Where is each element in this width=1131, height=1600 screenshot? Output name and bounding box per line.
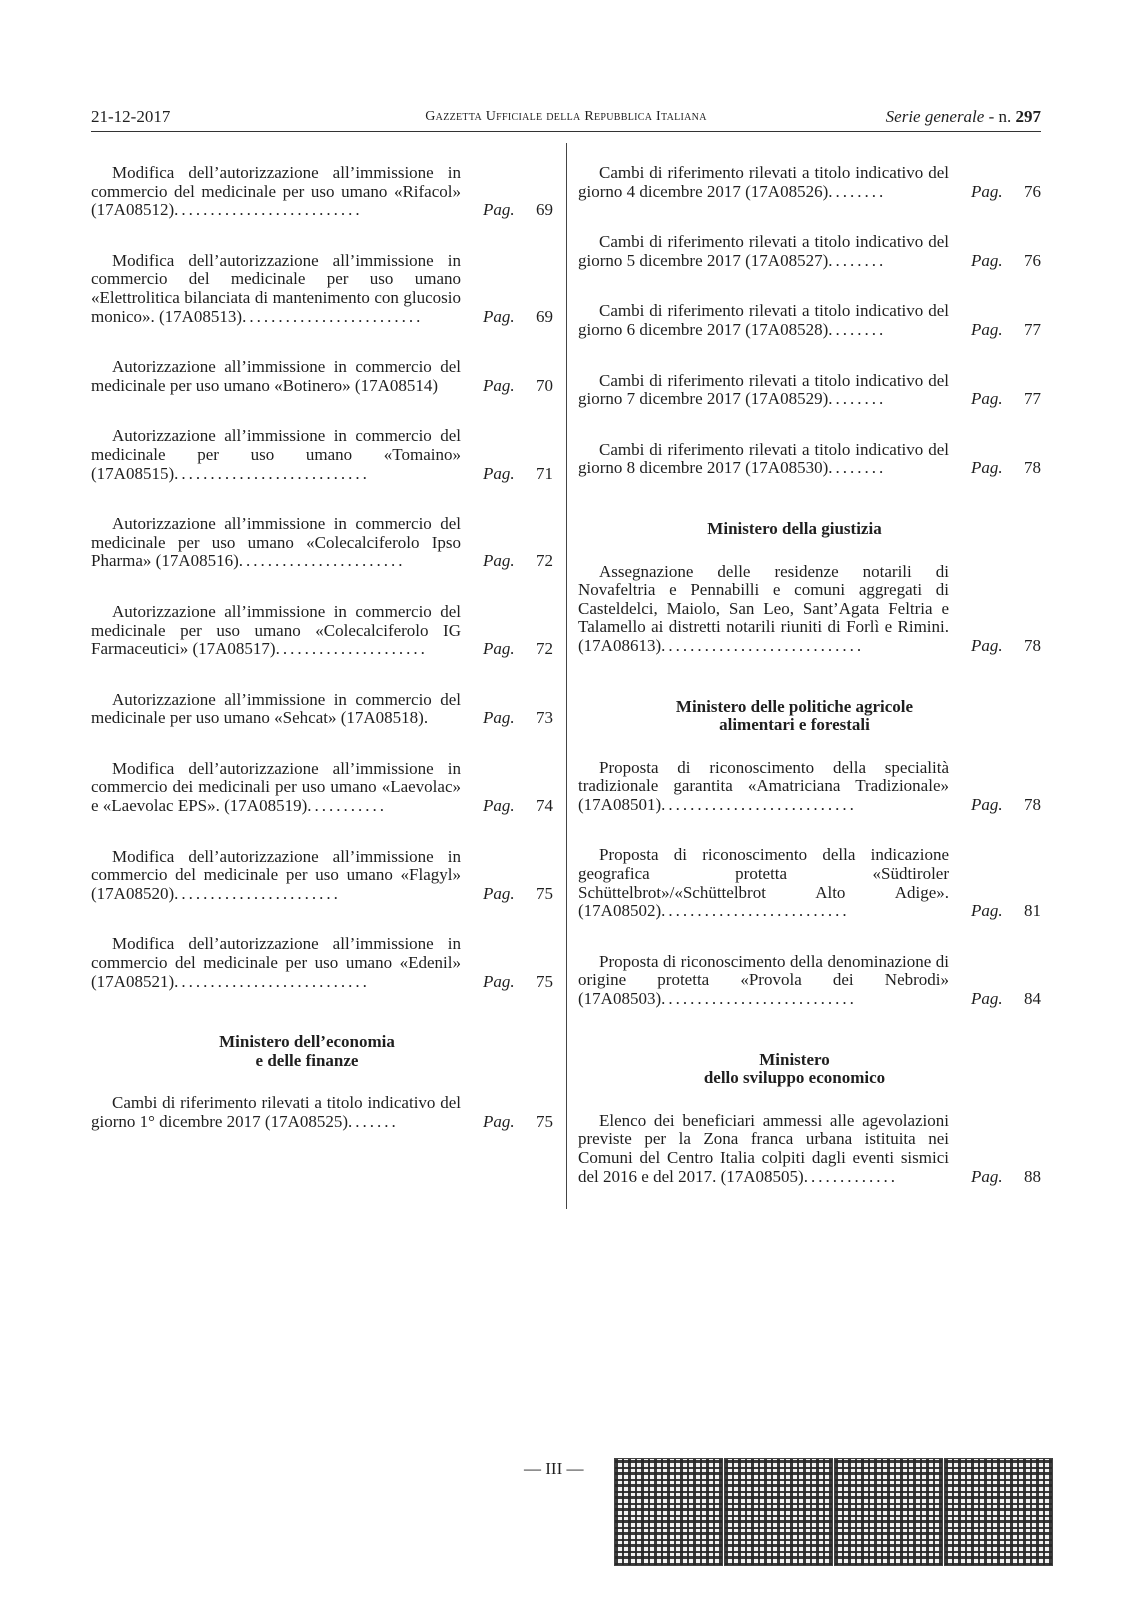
entry-leader: .......................... — [174, 200, 363, 220]
toc-entry — [578, 164, 1041, 201]
page-label: Pag. — [971, 181, 1003, 201]
page-label: Pag. — [971, 319, 1003, 339]
entry-text — [91, 1094, 461, 1131]
entry-title: Cambi di riferimento rilevati a titolo indicativo del giorno 7 dicembre 2017 (17A08529) — [578, 370, 949, 409]
entry-leader: ....................... — [238, 551, 406, 571]
entry-text — [578, 953, 949, 1009]
section-heading-line: dello sviluppo economico — [703, 1068, 886, 1088]
page-marker: — III — — [524, 1459, 584, 1478]
page-number: 72 — [536, 639, 553, 659]
datamatrix-code-2 — [724, 1458, 833, 1566]
page-header — [91, 107, 1041, 133]
page-label: Pag. — [483, 200, 515, 220]
entry-leader: ....................... — [174, 883, 341, 903]
entry-text — [578, 563, 949, 656]
page-label: Pag. — [971, 458, 1003, 478]
entry-text — [91, 760, 461, 816]
page-label: Pag. — [483, 463, 515, 483]
toc-entry — [578, 953, 1041, 1009]
entry-text — [578, 846, 949, 920]
entry-text — [578, 233, 949, 270]
entry-title: Autorizzazione all’immissione in commercio del medicinale per uso umano «Colecalciferolo Ipso Pharma» (17A08516) — [91, 514, 461, 571]
toc-entry — [91, 515, 553, 571]
toc-entry — [578, 563, 1041, 656]
section-heading-line: e delle finanze — [255, 1050, 359, 1070]
datamatrix-code-4 — [944, 1458, 1053, 1566]
left-column — [91, 164, 553, 1132]
entry-leader: ........ — [828, 181, 887, 201]
page-number: 72 — [536, 551, 553, 571]
datamatrix-code-3 — [834, 1458, 943, 1566]
entry-title: Modifica dell’autorizzazione all’immissione in commercio del medicinale per uso umano «Elettrolitica bilanciata di mantenimento con glucosio monico». (17A08513) — [91, 250, 461, 326]
gazette-title: Gazzetta Ufficiale della Repubblica Italiana — [425, 109, 707, 124]
entry-title: Modifica dell’autorizzazione all’immissione in commercio del medicinale per uso umano «Rifacol» (17A08512) — [91, 163, 461, 220]
page-number: 74 — [536, 796, 553, 816]
page-label: Pag. — [483, 971, 515, 991]
entry-text — [578, 164, 949, 201]
page-number: 71 — [536, 463, 553, 483]
section-heading-line: Ministero delle politiche agricole — [675, 696, 914, 716]
page-number: 75 — [536, 1112, 553, 1131]
toc-entry — [91, 358, 553, 395]
right-column — [578, 164, 1041, 1186]
page-number: 78 — [1024, 458, 1041, 478]
entry-title: Cambi di riferimento rilevati a titolo indicativo del giorno 1° dicembre 2017 (17A08525) — [91, 1093, 461, 1131]
page-number: 88 — [1024, 1166, 1041, 1186]
series-separator: - n. — [984, 107, 1016, 126]
entry-title: Cambi di riferimento rilevati a titolo indicativo del giorno 5 dicembre 2017 (17A08527) — [578, 232, 949, 270]
page-label: Pag. — [483, 796, 515, 816]
page-label: Pag. — [483, 883, 515, 903]
section-heading — [578, 1051, 1041, 1088]
entry-title: Modifica dell’autorizzazione all’immissione in commercio del medicinale per uso umano «Edenil» (17A08521) — [91, 934, 461, 991]
toc-entry — [91, 691, 553, 728]
toc-entry — [578, 302, 1041, 339]
series-info — [886, 107, 1041, 127]
toc-entry — [578, 372, 1041, 409]
entry-title: Cambi di riferimento rilevati a titolo indicativo del giorno 6 dicembre 2017 (17A08528) — [578, 301, 949, 339]
section-heading-line: Ministero dell’economia — [219, 1032, 395, 1052]
page-label: Pag. — [483, 375, 515, 395]
toc-entry — [578, 1112, 1041, 1186]
page-number: 75 — [536, 971, 553, 991]
entry-text — [91, 603, 461, 659]
page-number: 77 — [1024, 389, 1041, 409]
issue-number: 297 — [1015, 107, 1041, 126]
toc-entry — [91, 603, 553, 659]
toc-entry — [578, 846, 1041, 920]
section-heading — [578, 520, 1041, 539]
entry-title: Autorizzazione all’immissione in commercio del medicinale per uso umano «Botinero» (17A08514) — [91, 357, 461, 395]
entry-title: Proposta di riconoscimento della indicazione geografica protetta «Südtiroler Schüttelbrot»/«Schüttelbrot Alto Adige». (17A08502) — [578, 845, 949, 921]
entry-text — [578, 302, 949, 339]
entry-text — [91, 691, 461, 728]
entry-title: Assegnazione delle residenze notarili di Novafeltria e Pennabilli e comuni aggregati di Casteldelci, Maiolo, San Leo, Sant’Agata Feltria e Talamello ai distretti notarili riuniti di Forlì e Rimini. (17A08613) — [578, 561, 949, 655]
entry-leader: ............. — [803, 1166, 898, 1186]
entry-text — [578, 372, 949, 409]
page-number: 81 — [1024, 901, 1041, 921]
entry-leader: ........ — [828, 319, 887, 339]
entry-title: Elenco dei beneficiari ammessi alle agevolazioni previste per la Zona franca urbana istituita nei Comuni del Centro Italia colpiti dagli eventi sismici del 2016 e del 2017. (17A08505) — [578, 1110, 949, 1186]
page-label: Pag. — [971, 389, 1003, 409]
page-number: 76 — [1024, 181, 1041, 201]
entry-leader: ........ — [828, 458, 887, 478]
entry-leader: ..................... — [275, 639, 428, 659]
section-heading-line: Ministero — [759, 1049, 830, 1069]
page-label: Pag. — [971, 794, 1003, 814]
page-number: 73 — [536, 708, 553, 728]
page-number: 78 — [1024, 635, 1041, 655]
toc-entry — [578, 759, 1041, 815]
page-number: 70 — [536, 375, 553, 395]
entry-text — [91, 252, 461, 326]
entry-text — [91, 427, 461, 483]
entry-leader: .......................... — [661, 901, 850, 921]
entry-text — [91, 848, 461, 904]
page-label: Pag. — [971, 1166, 1003, 1186]
entry-leader: ........................... — [661, 794, 857, 814]
entry-leader: ........................... — [661, 989, 857, 1009]
entry-title: Proposta di riconoscimento della specialità tradizionale garantita «Amatriciana Tradizionale» (17A08501) — [578, 757, 949, 814]
page-label: Pag. — [971, 989, 1003, 1009]
entry-text — [91, 358, 461, 395]
entry-title: Autorizzazione all’immissione in commercio del medicinale per uso umano «Tomaino» (17A08515) — [91, 426, 461, 483]
page-number: 77 — [1024, 319, 1041, 339]
entry-title: Autorizzazione all’immissione in commercio del medicinale per uso umano «Sehcat» (17A08518) — [91, 689, 461, 728]
page-number: 69 — [536, 200, 553, 220]
entry-leader: ............................ — [661, 635, 865, 655]
column-divider — [566, 143, 567, 1209]
entry-title: Cambi di riferimento rilevati a titolo indicativo del giorno 8 dicembre 2017 (17A08530) — [578, 439, 949, 478]
toc-entry — [578, 441, 1041, 478]
entry-text — [578, 759, 949, 815]
entry-title: Autorizzazione all’immissione in commercio del medicinale per uso umano «Colecalciferolo IG Farmaceutici» (17A08517) — [91, 601, 461, 659]
entry-title: Modifica dell’autorizzazione all’immissione in commercio del medicinale per uso umano «Flagyl» (17A08520) — [91, 846, 461, 903]
entry-leader: ........... — [307, 796, 387, 816]
toc-entry — [578, 233, 1041, 270]
toc-entry — [91, 427, 553, 483]
entry-leader: ........................... — [174, 463, 370, 483]
toc-entry — [91, 935, 553, 991]
entry-text — [91, 164, 461, 220]
entry-title: Modifica dell’autorizzazione all’immissione in commercio dei medicinali per uso umano «Laevolac» e «Laevolac EPS». (17A08519) — [91, 758, 461, 816]
entry-text — [578, 1112, 949, 1186]
toc-entry — [91, 1094, 553, 1131]
toc-entry — [91, 252, 553, 326]
section-heading — [578, 698, 1041, 735]
entry-leader: ......................... — [242, 306, 424, 326]
page-number: 69 — [536, 306, 553, 326]
entry-leader: ....... — [348, 1112, 399, 1131]
page-label: Pag. — [971, 901, 1003, 921]
entry-leader: ........ — [828, 250, 887, 270]
entry-leader: ........................... — [174, 971, 370, 991]
page-number: 76 — [1024, 250, 1041, 270]
page-label: Pag. — [483, 306, 515, 326]
series-label: Serie generale — [885, 107, 985, 126]
entry-text — [91, 935, 461, 991]
entry-text — [578, 441, 949, 478]
entry-title: Proposta di riconoscimento della denominazione di origine protetta «Provola dei Nebrodi» (17A08503) — [578, 951, 949, 1009]
page-number: 75 — [536, 883, 553, 903]
toc-entry — [91, 164, 553, 220]
page-number: 78 — [1024, 794, 1041, 814]
page-label: Pag. — [971, 250, 1003, 270]
page-label: Pag. — [483, 1112, 515, 1131]
page-label: Pag. — [483, 708, 515, 728]
toc-entry — [91, 760, 553, 816]
page-label: Pag. — [483, 551, 515, 571]
section-heading-line: Ministero della giustizia — [707, 518, 882, 538]
page-label: Pag. — [483, 639, 515, 659]
entry-text — [91, 515, 461, 571]
entry-leader: ........ — [828, 389, 887, 409]
section-heading-line: alimentari e forestali — [719, 715, 870, 735]
datamatrix-code-1 — [614, 1458, 723, 1566]
page-label: Pag. — [971, 635, 1003, 655]
entry-leader: . — [423, 708, 432, 728]
toc-entry — [91, 848, 553, 904]
entry-title: Cambi di riferimento rilevati a titolo indicativo del giorno 4 dicembre 2017 (17A08526) — [578, 163, 949, 201]
page-number: 84 — [1024, 989, 1041, 1009]
issue-date: 21-12-2017 — [91, 107, 171, 126]
section-heading — [91, 1033, 553, 1070]
header-rule — [91, 131, 1041, 132]
